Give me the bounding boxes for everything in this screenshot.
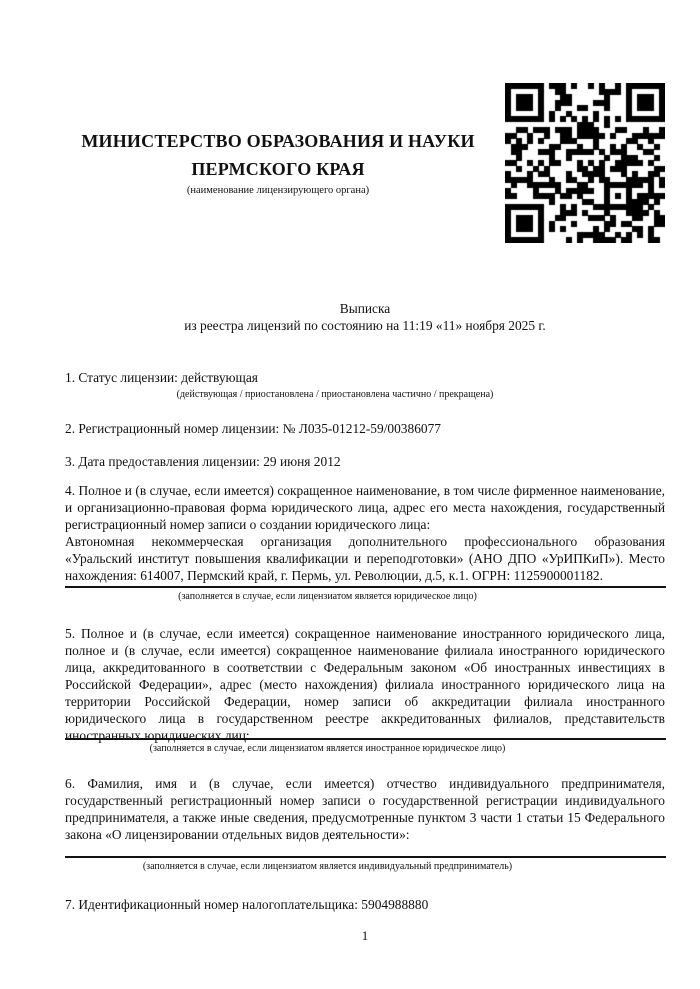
legal-entity-caption: (заполняется в случае, если лицензиатом является юридическое лицо) — [178, 591, 477, 602]
foreign-entity-caption: (заполняется в случае, если лицензиатом является иностранное юридическое лицо) — [149, 743, 506, 754]
qr-code-icon — [505, 83, 665, 243]
item-7-taxpayer-number: 7. Идентификационный номер налогоплательщика: 5904988880 — [65, 897, 429, 912]
entrepreneur-caption: (заполняется в случае, если лицензиатом является индивидуальный предприниматель) — [142, 861, 513, 872]
ministry-name-line2: ПЕРМСКОГО КРАЯ — [191, 159, 365, 179]
legal-entity-label: 4. Полное и (в случае, если имеется) сокращенное наименование, в том числе фирменное наименование, и организационно-правовая форма юридического лица, адрес его места нахождения, государственный регистрационный номер записи о создании юридического лица: — [65, 483, 665, 532]
qr-code-canvas — [505, 83, 665, 243]
foreign-entity-fill-line — [65, 738, 666, 740]
legal-entity-value: Автономная некоммерческая организация дополнительного профессионального образования «Уральский институт повышения квалификации и переподготовки» (АНО ДПО «УрИПКиП»). Место нахождения: 614007, Пермский край, г. Пермь, ул. Революции, д.5, к.1. ОГРН: 1125900001182. — [65, 534, 665, 583]
page-number: 1 — [361, 928, 369, 943]
item-4-legal-entity — [65, 482, 665, 584]
document-title-line1: Выписка — [339, 301, 391, 316]
item-5-foreign-entity: 5. Полное и (в случае, если имеется) сокращенное наименование иностранного юридического лица, полное и (в случае, если имеется) сокращенное наименование филиала иностранного юридического лица, аккредитованного в соответствии с Федеральным законом «Об иностранных инвестициях в Российской Федерации», адрес (место нахождения) филиала иностранного юридического лица на территории Российской Федерации, номер записи об аккредитации филиала иностранного юридического лица в государственном реестре аккредитованных филиалов, представительств иностранных юридических лиц: — [65, 626, 665, 743]
license-status-options-caption: (действующая / приостановлена / приостановлена частично / прекращена) — [176, 389, 494, 400]
licensing-authority-caption: (наименование лицензирующего органа) — [186, 185, 370, 196]
entrepreneur-fill-line — [65, 856, 666, 858]
ministry-name-line1: МИНИСТЕРСТВО ОБРАЗОВАНИЯ И НАУКИ — [81, 131, 475, 151]
item-1-license-status: 1. Статус лицензии: действующая — [65, 370, 258, 385]
document-title — [65, 300, 665, 334]
licensing-authority-header — [55, 127, 501, 198]
item-3-grant-date: 3. Дата предоставления лицензии: 29 июня 2012 — [65, 454, 341, 469]
item-2-registration-number: 2. Регистрационный номер лицензии: № Л035-01212-59/00386077 — [65, 421, 441, 436]
item-6-individual-entrepreneur: 6. Фамилия, имя и (в случае, если имеется) отчество индивидуального предпринимателя, государственный регистрационный номер записи о государственной регистрации индивидуального предпринимателя, а также иные сведения, предусмотренные пунктом 3 части 1 статьи 15 Федерального закона «О лицензировании отдельных видов деятельности»: — [65, 776, 665, 842]
document-title-line2: из реестра лицензий по состоянию на 11:19 «11» ноября 2025 г. — [184, 318, 546, 333]
legal-entity-fill-line — [65, 586, 666, 588]
